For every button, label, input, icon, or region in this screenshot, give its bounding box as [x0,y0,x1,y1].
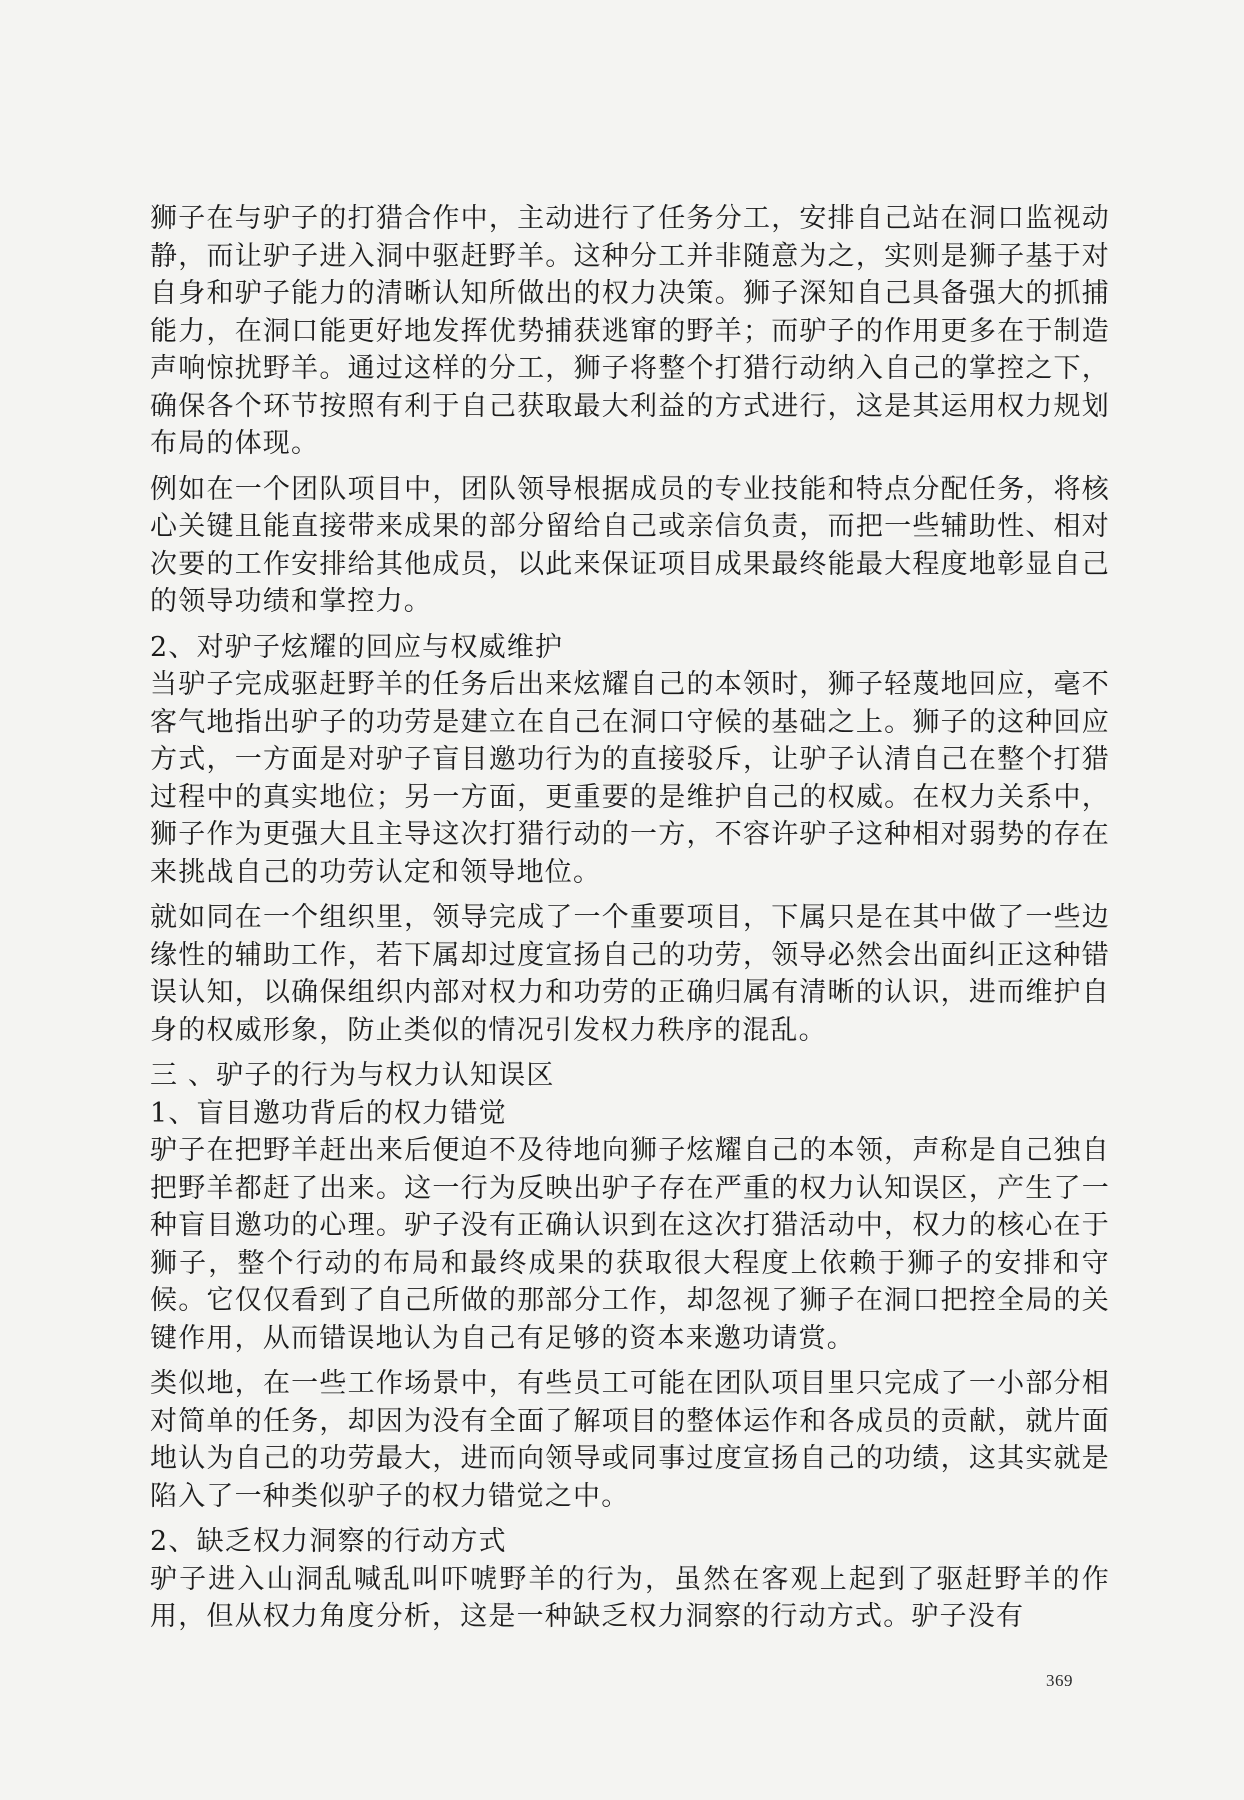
paragraph-lion-task-division: 狮子在与驴子的打猎合作中，主动进行了任务分工，安排自己站在洞口监视动静，而让驴子进入洞中驱赶野羊。这种分工并非随意为之，实则是狮子基于对自身和驴子能力的清晰认知所做出的权力决策。狮子深知自己具备强大的抓捕能力，在洞口能更好地发挥优势捕获逃窜的野羊；而驴子的作用更多在于制造声响惊扰野羊。通过这样的分工，狮子将整个打猎行动纳入自己的掌控之下，确保各个环节按照有利于自己获取最大利益的方式进行，这是其运用权力规划布局的体现。 [150,203,1110,459]
section-heading-lack-insight: 2、缺乏权力洞察的行动方式 [150,1526,507,1557]
section-heading-blind-credit: 1、盲目邀功背后的权力错觉 [150,1097,507,1129]
section-heading-response-authority: 2、对驴子炫耀的回应与权威维护 [150,631,564,663]
paragraph-donkey-illusion: 驴子在把野羊赶出来后便迫不及待地向狮子炫耀自己的本领，声称是自己独自把野羊都赶了出来。这一行为反映出驴子存在严重的权力认知误区，产生了一种盲目邀功的心理。驴子没有正确认识到在这次打猎活动中，权力的核心在于狮子，整个行动的布局和最终成果的获取很大程度上依赖于狮子的安排和守候。它仅仅看到了自己所做的那部分工作，却忽视了狮子在洞口把控全局的关键作用，从而错误地认为自己有足够的资本来邀功请赏。 [150,1135,1110,1354]
paragraph-donkey-action: 驴子进入山洞乱喊乱叫吓唬野羊的行为，虽然在客观上起到了驱赶野羊的作用，但从权力角度分析，这是一种缺乏权力洞察的行动方式。驴子没有 [150,1563,1110,1632]
paragraph-organization-example: 就如同在一个组织里，领导完成了一个重要项目，下属只是在其中做了一些边缘性的辅助工作，若下属却过度宣扬自己的功劳，领导必然会出面纠正这种错误认知，以确保组织内部对权力和功劳的正确归属有清晰的认识，进而维护自身的权威形象，防止类似的情况引发权力秩序的混乱。 [150,902,1110,1046]
page-body [150,200,1110,1644]
chapter-heading-donkey-behavior: 三 、驴子的行为与权力认知误区 [150,1060,555,1091]
paragraph-lion-response: 当驴子完成驱赶野羊的任务后出来炫耀自己的本领时，狮子轻蔑地回应，毫不客气地指出驴子的功劳是建立在自己在洞口守候的基础之上。狮子的这种回应方式，一方面是对驴子盲目邀功行为的直接驳斥，让驴子认清自己在整个打猎过程中的真实地位；另一方面，更重要的是维护自己的权威。在权力关系中，狮子作为更强大且主导这次打猎行动的一方，不容许驴子这种相对弱势的存在来挑战自己的功劳认定和领导地位。 [150,669,1110,888]
paragraph-workplace-example: 类似地，在一些工作场景中，有些员工可能在团队项目里只完成了一小部分相对简单的任务，却因为没有全面了解项目的整体运作和各成员的贡献，就片面地认为自己的功劳最大，进而向领导或同事过度宣扬自己的功绩，这其实就是陷入了一种类似驴子的权力错觉之中。 [150,1368,1110,1512]
page-number: 369 [1046,1671,1073,1690]
paragraph-team-project-example: 例如在一个团队项目中，团队领导根据成员的专业技能和特点分配任务，将核心关键且能直接带来成果的部分留给自己或亲信负责，而把一些辅助性、相对次要的工作安排给其他成员，以此来保证项目成果最终能最大程度地彰显自己的领导功绩和掌控力。 [150,473,1110,617]
